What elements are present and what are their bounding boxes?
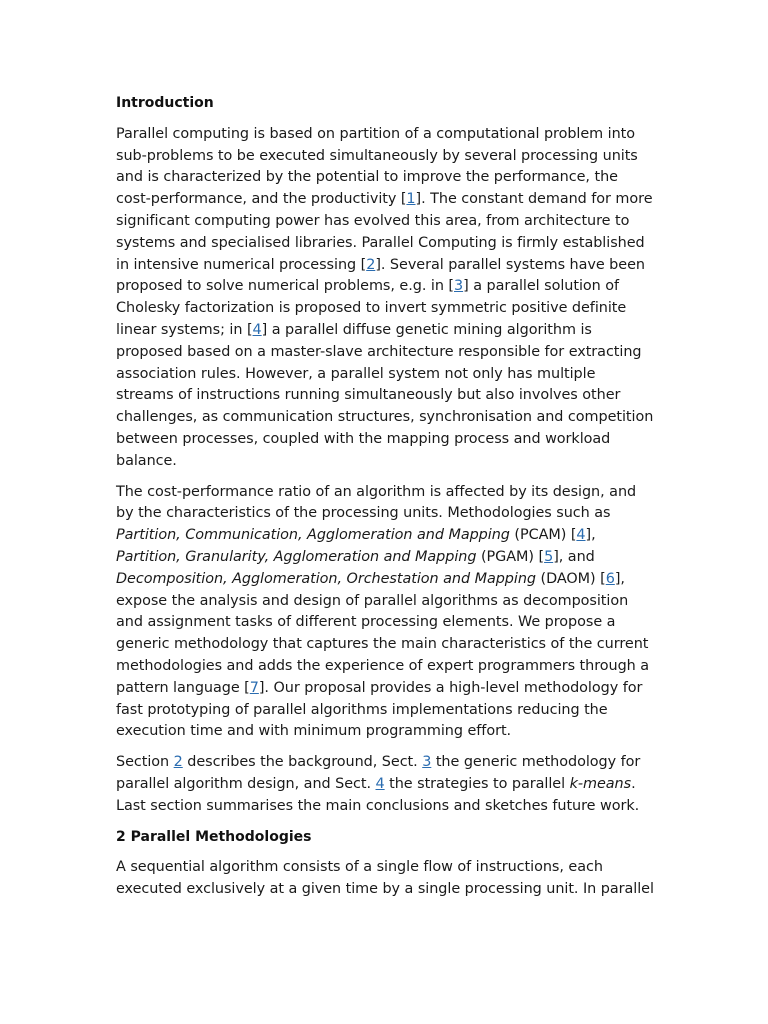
italic-term-kmeans: k-means — [569, 775, 632, 792]
citation-link-1[interactable]: 1 — [406, 191, 416, 208]
section-heading-introduction: Introduction — [116, 95, 214, 111]
text: A sequential algorithm consists of a single flow of instructions, each executed exclusively at a given time by a single processing unit. In parallel — [116, 859, 654, 898]
text: describes the background, Sect. — [182, 754, 423, 771]
text: ], and — [553, 548, 595, 565]
text: the strategies to parallel — [384, 775, 570, 792]
text: ]. The constant demand for more significant computing power has evolved this area, from architecture to systems and specialised libraries. Parallel Computing is firmly established in intensive numerical processing [ — [116, 191, 653, 273]
citation-link-3[interactable]: 3 — [454, 278, 464, 295]
text: ]. Our proposal provides a high-level methodology for fast prototyping of parallel algorithms implementations reducing the execution time and with minimum programming effort. — [116, 679, 643, 740]
section-link-4[interactable]: 4 — [375, 775, 385, 792]
section-link-3[interactable]: 3 — [422, 754, 432, 771]
citation-link-2[interactable]: 2 — [366, 256, 376, 273]
text: Parallel computing is based on partition of a computational problem into sub-problems to be executed simultaneously by several processing units and is characterized by the potential to improve the performance, the cost-performance, and the productivity [ — [116, 125, 638, 208]
citation-link-4[interactable]: 4 — [252, 321, 262, 338]
text: ], expose the analysis and design of parallel algorithms as decomposition and assignment tasks of different processing elements. We propose a generic methodology that captures the main characteristics of the current methodologies and adds the experience of expert programmers through a pattern language [ — [116, 570, 650, 696]
text: (PCAM) [ — [509, 527, 577, 544]
citation-link-7[interactable]: 7 — [249, 679, 259, 696]
italic-term-pcam: Partition, Communication, Agglomeration and Mapping — [116, 527, 510, 544]
text: ] a parallel diffuse genetic mining algorithm is proposed based on a master-slave architecture responsible for extracting association rules. However, a parallel system not only has multiple streams of instructions running simultaneously but also involves other challenges, as communication structures, synchronisation and competition between processes, coupled with the mapping process and workload balance. — [116, 321, 654, 469]
article-body — [116, 93, 656, 910]
paragraph-methodologies-1 — [116, 857, 656, 901]
citation-link-6[interactable]: 6 — [605, 570, 615, 587]
citation-link-5[interactable]: 5 — [544, 548, 554, 565]
section-heading-parallel-methodologies: 2 Parallel Methodologies — [116, 828, 312, 845]
text: The cost-performance ratio of an algorithm is affected by its design, and by the characteristics of the processing units. Methodologies such as — [116, 483, 637, 522]
citation-link-4[interactable]: 4 — [576, 527, 586, 544]
text: ]. Several parallel systems have been proposed to solve numerical problems, e.g. in [ — [116, 256, 645, 295]
text: (PGAM) [ — [476, 548, 545, 565]
text: (DAOM) [ — [536, 570, 606, 587]
text: ] a parallel solution of Cholesky factorization is proposed to invert symmetric positive definite linear systems; in [ — [116, 278, 627, 338]
text: . Last section summarises the main conclusions and sketches future work. — [116, 775, 640, 814]
text: ], — [585, 527, 596, 544]
text: Section — [116, 754, 174, 771]
section-link-2[interactable]: 2 — [173, 754, 183, 771]
italic-term-pgam: Partition, Granularity, Agglomeration and Mapping — [116, 548, 477, 565]
paragraph-intro-1 — [116, 124, 656, 473]
italic-term-daom: Decomposition, Agglomeration, Orchestation and Mapping — [116, 570, 536, 587]
paragraph-intro-2 — [116, 482, 656, 744]
text: the generic methodology for parallel algorithm design, and Sect. — [116, 754, 641, 792]
paragraph-intro-3 — [116, 752, 656, 817]
